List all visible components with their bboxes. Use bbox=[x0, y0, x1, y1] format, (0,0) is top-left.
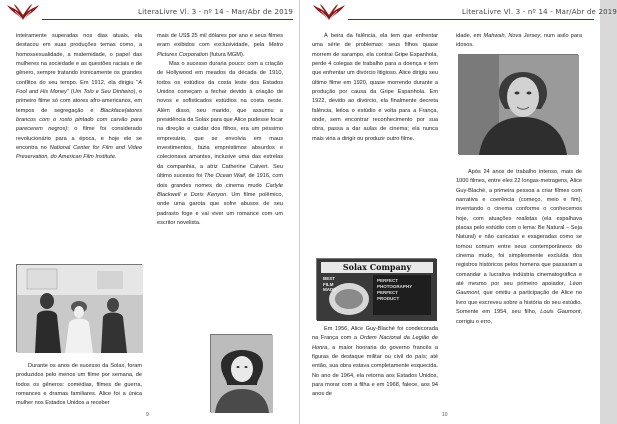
paragraph: À beira da falência, ela tem que enfrentar uma série de problemas: seus filhos quase morrem de sarampo, ela contrai Gripe Espanhola, perde 4 colegas de trabalho para a doença e tem que enfrentar um divórcio litigioso. Alice dirigiu seu último filme em 1920, quase morrendo durante a produção por causa da Gripe Espanhola. Em 1922, devido ao divórcio, ela finalmente decreta falência, leiloa o estúdio e volta para a França, onde, sem encontrar reconhecimento por sua obra, passa a dar aulas de cinema; ela nunca mais viria a dirigir ou produzir outro filme. bbox=[312, 33, 438, 142]
column-2 bbox=[157, 32, 283, 228]
column-2 bbox=[456, 32, 582, 51]
paragraph: inteiramente superadas nos dias atuais, ela destacou em suas produções temas como, a homossexualidade, a maternidade, o papel das mulheres na sociedade e as questões raciais e de gênero, sempre tratando ironicamente os grandes conflitos do seu tempo. Em 1912, ela dirigiu "A Fool and His Money" (Um Tolo e Seu Dinheiro), o primeiro filme só com atores afro-americanos, em tempos de segregação e Blackface(atores brancos com o rosto pintado com carvão para parecerem negros); o filme foi considerado revolucionário para a época, e hoje ele se encontra no National Center for Film and Video Preservation, do American Film Institute. bbox=[16, 33, 143, 161]
page-header bbox=[306, 3, 617, 25]
header-rule bbox=[348, 19, 594, 20]
photo-elderly-alice bbox=[458, 54, 578, 154]
column-1-continued bbox=[16, 362, 142, 409]
paragraph: Em 1956, Alice Guy-Blaché foi condecorada na França com a Ordem Nacional da Legião de Honra, a maior honraria do governo francês a figuras de destaque militar ou civil do país; até então, sua obra estava completamente esquecida. No ano de 1964, ela retorna aos Estados Unidos, para morar com a filha e em 1968, falece, aos 94 anos de bbox=[312, 326, 438, 398]
paragraph: mais de US$ 25 mil dólares por ano e seus filmes eram exibidos com exclusividade, pela Metro Pictures Corporation (futura MGM). bbox=[157, 33, 283, 58]
page-number: 9 bbox=[146, 412, 149, 418]
paragraph: Mas o sucesso duraria pouco: com a criação de Hollywood em meados da década de 1910, todos os estúdios da costa leste dos Estados Unidos começam a fechar devido à criação de novos e sofisticados estúdios na costa oeste. Além disso, seu marido, que assumiu a presidência da Solax para que Alice pudesse focar na direção e cuidar dos filhos, era um péssimo empresário, que se envolvia em maus investimentos, fazia empréstimos absurdos e colecionava amantes, inclusive uma das estrelas da companhia, a atriz Catherine Calvert. Seu último sucesso foi The Ocean Waif, de 1916, com dois grandes nomes do cinema mudo Carlyle Blackwell e Doris Kenyon. Um filme polêmico, onde uma garota que sofre abusos de seu padrasto foge e vai viver um romance com um escritor novelista. bbox=[157, 61, 283, 226]
header-rule bbox=[42, 19, 293, 20]
column-1 bbox=[16, 32, 142, 163]
photo-alice-on-set bbox=[16, 264, 142, 352]
paragraph: idade, em Mahwah, Nova Jersey, num asilo para idosos. bbox=[456, 33, 582, 49]
page-9 bbox=[0, 0, 300, 424]
column-1-continued bbox=[312, 325, 438, 400]
solax-company-poster bbox=[316, 258, 436, 320]
page-header bbox=[6, 3, 293, 25]
alice-portrait-image bbox=[459, 55, 579, 155]
actress-portrait-image bbox=[211, 335, 273, 413]
journal-title: LiteraLivre Vl. 3 - nº 14 - Mar/Abr de 2019 bbox=[462, 8, 617, 16]
photo-actress-portrait bbox=[210, 334, 272, 412]
page-number: 10 bbox=[442, 412, 448, 418]
column-2-continued bbox=[456, 168, 582, 327]
page-10 bbox=[300, 0, 617, 424]
film-still-image bbox=[17, 265, 143, 353]
journal-title: LiteraLivre Vl. 3 - nº 14 - Mar/Abr de 2019 bbox=[138, 8, 294, 16]
poster-brand: Solax Company bbox=[342, 262, 412, 272]
paragraph: Após 24 anos de trabalho intenso, mais de 1000 filmes, entre eles 22 longas-metragens, Alice Guy-Blaché, a primeira pessoa a criar filmes com narrativa e coerência (começo, meio e fim), inventando o cinema conforme o conhecemos hoje, com atuações realistas (ela espalhava placas pelo estúdio com o lema: Be Natural – Seja Natural) e não caricatas e exageradas como se tornou comum entre seus contemporâneos do cinema mudo, foi simplesmente excluída dos registros históricos pelos homens que passaram a comandar a lucrativa indústria cinematográfica e até mesmo por seu primeiro apoiador, Léon Gaumont, que omitiu a participação de Alice no livro que escreveu sobre a história do seu estúdio. Somente em 1954, seu filho, Louis Gaumont, corrigiu o erro, bbox=[456, 169, 583, 325]
column-1 bbox=[312, 32, 438, 144]
paragraph: Durante os anos de sucesso da Solax, foram produzidos pelo menos um filme por semana, de todos os gêneros: comédias, filmes de guerra, romances e dramas familiares. Alice foi a única mulher nos Estados Unidos a receber bbox=[16, 363, 142, 407]
phoenix-wings-logo-icon bbox=[6, 3, 40, 23]
phoenix-wings-logo-icon bbox=[312, 3, 346, 23]
poster-left-text: BEST FILM MADE bbox=[323, 276, 337, 292]
poster-right-text: PERFECT PHOTOGRAPHY PERFECT PRODUCT bbox=[377, 278, 413, 301]
